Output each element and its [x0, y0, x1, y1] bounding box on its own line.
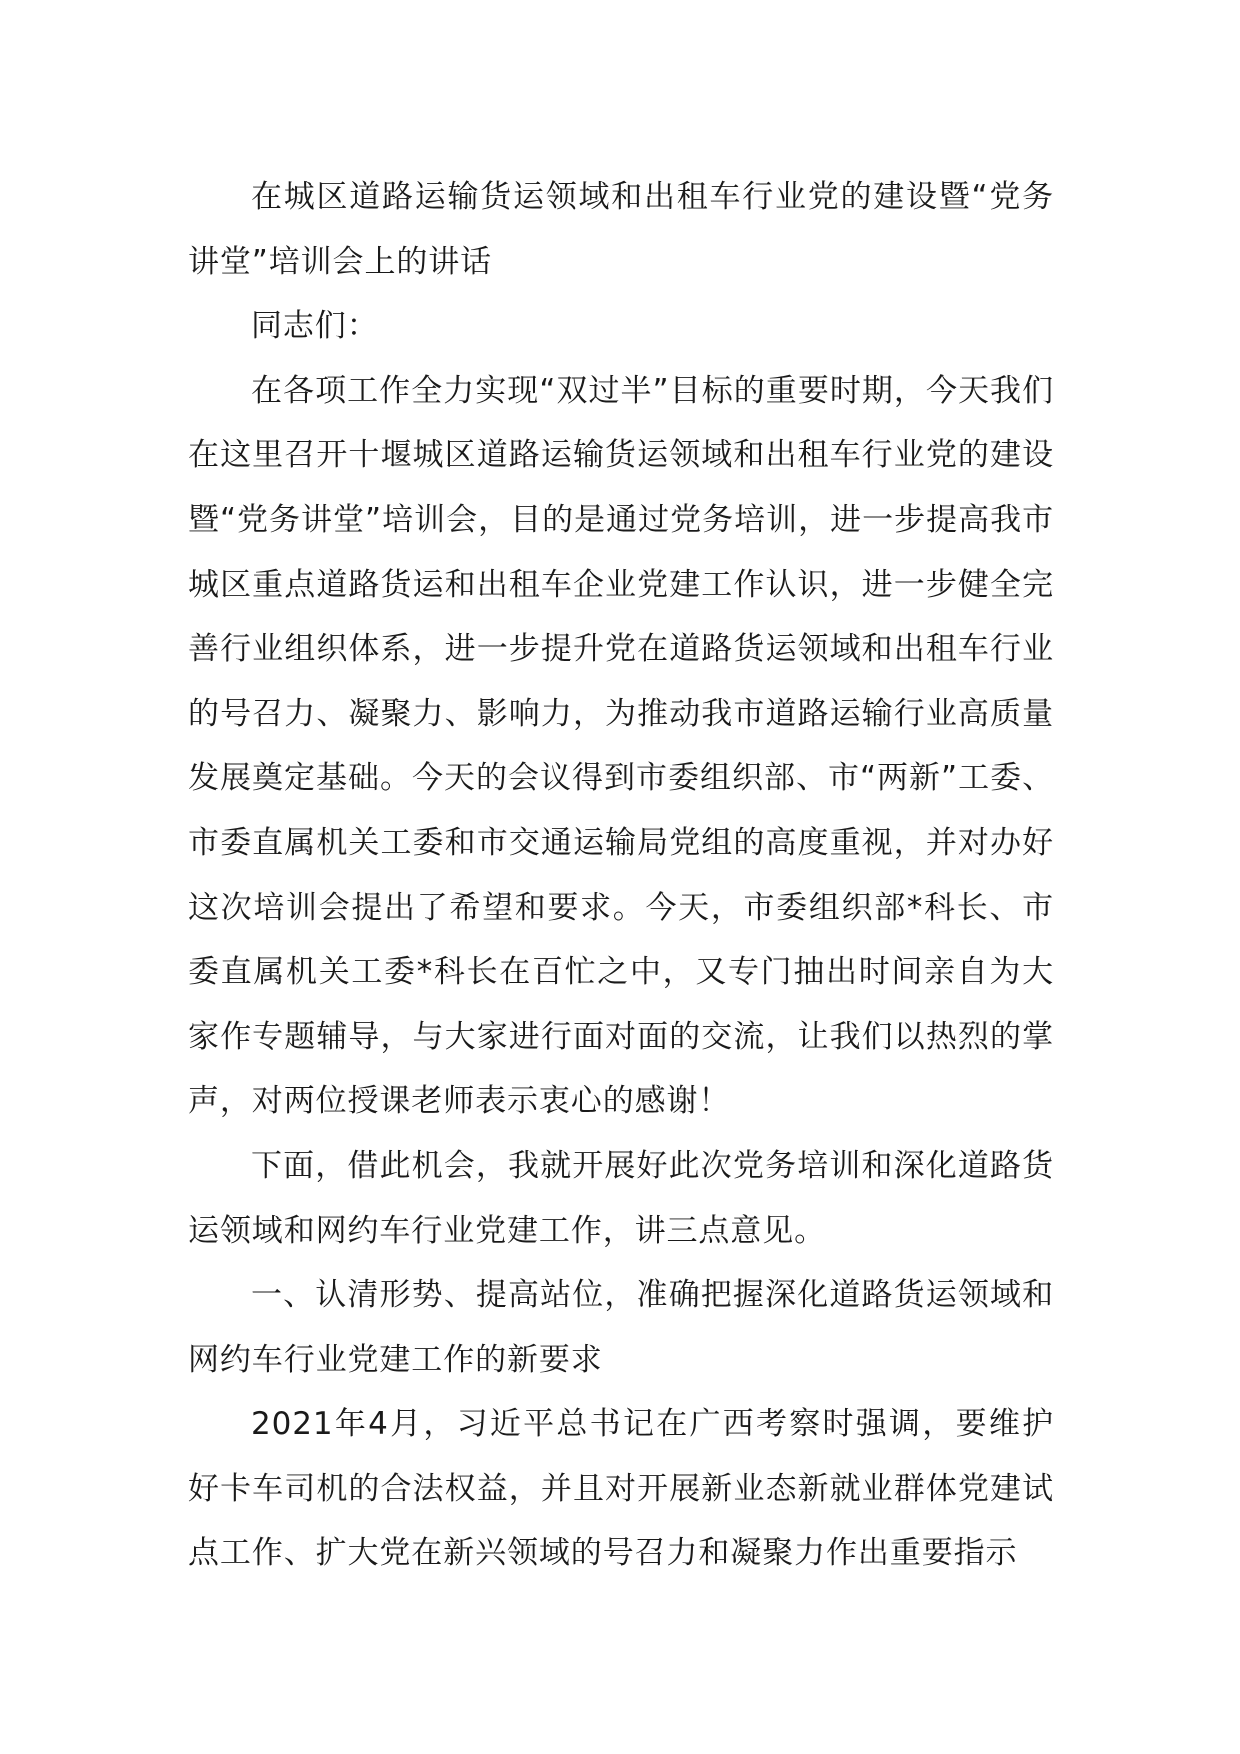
body-paragraph: 在各项工作全力实现“双过半”目标的重要时期，今天我们在这里召开十堰城区道路运输货运领域和出租车行业党的建设暨“党务讲堂”培训会，目的是通过党务培训，进一步提高我市城区重点道路货运和出租车企业党建工作认识，进一步健全完善行业组织体系，进一步提升党在道路货运领域和出租车行业的号召力、凝聚力、影响力，为推动我市道路运输行业高质量发展奠定基础。今天的会议得到市委组织部、市“两新”工委、市委直属机关工委和市交通运输局党组的高度重视，并对办好这次培训会提出了希望和要求。今天，市委组织部*科长、市委直属机关工委*科长在百忙之中，又专门抽出时间亲自为大家作专题辅导，与大家进行面对面的交流，让我们以热烈的掌声，对两位授课老师表示衷心的感谢！ [188, 372, 1054, 1120]
body-paragraph: 下面，借此机会，我就开展好此次党务培训和深化道路货运领域和网约车行业党建工作，讲三点意见。 [188, 1147, 1054, 1249]
section-heading: 一、认清形势、提高站位，准确把握深化道路货运领域和网约车行业党建工作的新要求 [188, 1277, 1054, 1378]
document-body [188, 165, 1054, 1586]
speech-title: 在城区道路运输货运领域和出租车行业党的建设暨“党务讲堂”培训会上的讲话 [188, 179, 1054, 280]
section-paragraph: 2021年4月，习近平总书记在广西考察时强调，要维护好卡车司机的合法权益，并且对开展新业态新就业群体党建试点工作、扩大党在新兴领域的号召力和凝聚力作出重要指示 [188, 1406, 1054, 1572]
salutation: 同志们： [251, 308, 379, 345]
